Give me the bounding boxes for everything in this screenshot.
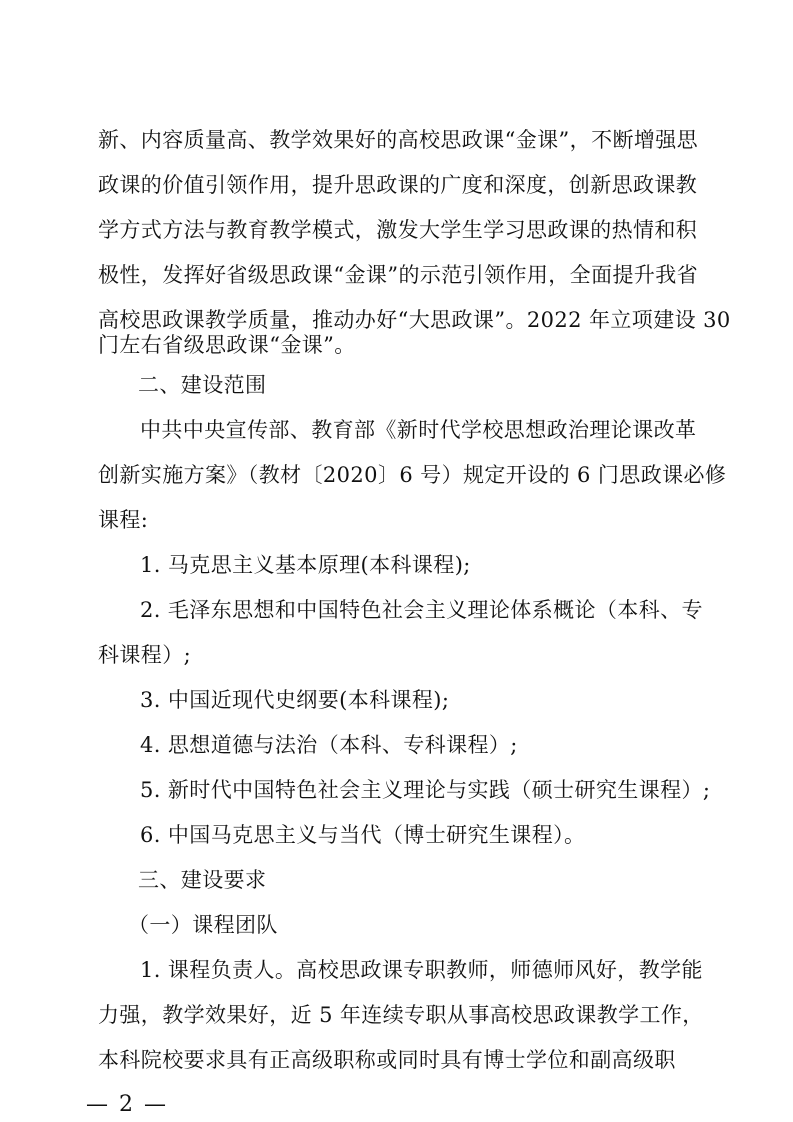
section2-intro-line-2: 创新实施方案》（教材〔2020〕6 号）规定开设的 6 门思政课必修 — [98, 463, 727, 487]
section3-item1-line-2: 力强，教学效果好，近 5 年连续专职从事高校思政课教学工作， — [98, 1003, 704, 1027]
list-item-2-line-2: 科课程）; — [98, 643, 192, 667]
section2-intro-line-1: 中共中央宣传部、教育部《新时代学校思想政治理论课改革 — [140, 418, 697, 442]
list-item-2-line-1: 2. 毛泽东思想和中国特色社会主义理论体系概论（本科、专 — [140, 598, 703, 622]
intro-line-1: 新、内容质量高、教学效果好的高校思政课“金课”，不断增强思 — [98, 128, 699, 152]
intro-line-6: 门左右省级思政课“金课”。 — [98, 333, 356, 357]
intro-line-4: 极性，发挥好省级思政课“金课”的示范引领作用，全面提升我省 — [98, 263, 699, 287]
section3-subtitle: （一）课程团队 — [128, 913, 278, 937]
list-item-4: 4. 思想道德与法治（本科、专科课程）; — [140, 733, 518, 757]
list-item-1: 1. 马克思主义基本原理(本科课程); — [140, 553, 471, 577]
intro-line-3: 学方式方法与教育教学模式，激发大学生学习思政课的热情和积 — [98, 218, 698, 242]
list-item-5: 5. 新时代中国特色社会主义理论与实践（硕士研究生课程）; — [140, 778, 711, 802]
section2-intro-line-3: 课程: — [98, 508, 149, 532]
list-item-6: 6. 中国马克思主义与当代（博士研究生课程）。 — [140, 823, 586, 847]
section2-title: 二、建设范围 — [138, 373, 267, 397]
section3-item1-line-1: 1. 课程负责人。高校思政课专职教师，师德师风好，教学能 — [140, 958, 703, 982]
section3-title: 三、建设要求 — [138, 868, 267, 892]
list-item-3: 3. 中国近现代史纲要(本科课程); — [140, 688, 450, 712]
section3-item1-line-3: 本科院校要求具有正高级职称或同时具有博士学位和副高级职 — [98, 1048, 676, 1072]
page-number: — 2 — — [86, 1092, 168, 1117]
intro-line-2: 政课的价值引领作用，提升思政课的广度和深度，创新思政课教 — [98, 173, 698, 197]
intro-line-5: 高校思政课教学质量，推动办好“大思政课”。2022 年立项建设 30 — [98, 308, 731, 332]
